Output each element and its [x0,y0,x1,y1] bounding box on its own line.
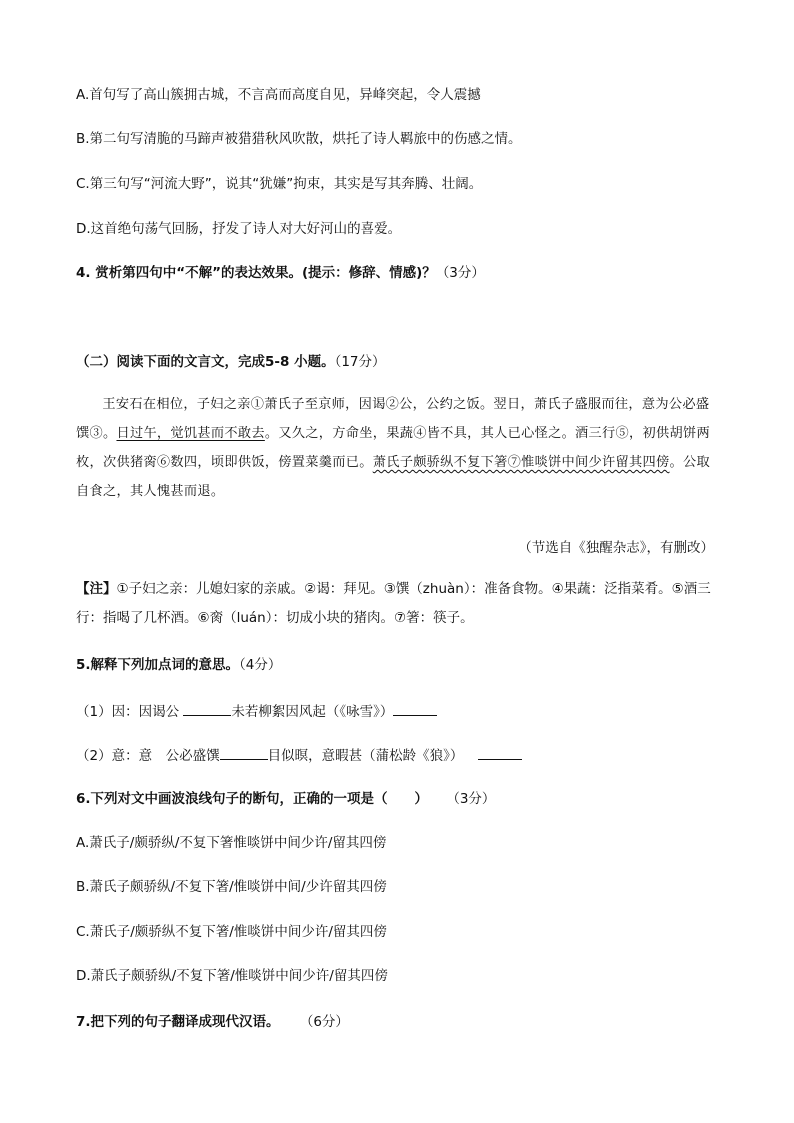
answer-blank[interactable] [183,701,231,716]
option-b-q3: B.第二句写清脆的马蹄声被猎猎秋风吹散，烘托了诗人羁旅中的伤感之情。 [76,131,522,147]
section-2-heading-text: （二）阅读下面的文言文，完成5-8 小题。 [76,354,335,370]
question-7-text: 7.把下列的句子翻译成现代汉语。 [76,1014,280,1030]
q5-item2-second: 目似暝，意暇甚（蒲松龄《狼》） [267,748,464,764]
option-c-q3: C.第三句写“河流大野”，说其“犹嫌”拘束，其实是写其奔腾、壮阔。 [76,176,483,192]
option-c-q6: C.萧氏子/颇骄纵不复下箸/惟啖饼中间少许/留其四傍 [76,924,387,940]
question-4 [76,264,485,282]
annotation-text: ①子妇之亲：儿媳妇家的亲戚。②谒：拜见。③馔（zhuàn）：准备食物。④果蔬：泛指菜肴。⑤酒三行：指喝了几杯酒。⑥脔（luán）：切成小块的猪肉。⑦箸：筷子。 [76,581,711,626]
passage-part-5: 。公取自食之，其人愧甚而退。 [76,455,710,499]
question-5-item-1 [76,701,437,721]
answer-blank[interactable] [393,701,437,716]
q5-item1-first: （1）因：因谒公 [76,704,180,720]
question-6-text: 6.下列对文中画波浪线句子的断句，正确的一项是（ ） [76,791,429,807]
question-5 [76,656,281,674]
q5-item1-second: 未若柳絮因风起（《咏雪》） [231,704,394,720]
passage-wavy-sentence: 萧氏子颇骄纵不复下箸⑦惟啖饼中间少许留其四傍 [372,455,670,470]
q5-item2-first: （2）意：意 公必盛馔 [76,748,220,764]
option-d-q3: D.这首绝句荡气回肠，抒发了诗人对大好河山的喜爱。 [76,221,402,237]
option-d-q6: D.萧氏子颇骄纵/不复下箸/惟啖饼中间少许/留其四傍 [76,968,388,984]
question-7-score: （6分） [299,1014,349,1030]
question-5-item-2 [76,745,522,765]
option-a-q3: A.首句写了高山簇拥古城，不言高而高度自见，异峰突起，令人震撼 [76,87,481,103]
question-6-score: （3分） [446,791,496,807]
question-7 [76,1013,349,1031]
question-4-score: （3分） [435,265,485,281]
answer-blank[interactable] [478,745,522,760]
passage-underlined-sentence: 日过午，觉饥甚而不敢去 [116,426,265,441]
answer-blank[interactable] [220,745,268,760]
annotation-label: 【注】 [76,581,117,597]
passage-part-1: 王安石在相位，子妇之亲①萧氏子至京师，因谒②公，公约之饭。翌日，萧氏子盛服而往，意为公必盛馔③。 [76,397,710,441]
option-a-q6: A.萧氏子/颇骄纵/不复下箸惟啖饼中间少许/留其四傍 [76,835,387,851]
classical-passage [76,390,721,506]
annotation-note [76,575,726,633]
section-2-score: （17分） [334,354,386,370]
section-2-heading [76,353,386,371]
question-6 [76,790,495,808]
passage-source: （节选自《独醒杂志》，有删改） [518,540,714,556]
question-5-score: （4分） [239,657,282,673]
question-4-text: 4. 赏析第四句中“不解”的表达效果。(提示：修辞、情感)？ [76,265,436,281]
question-5-text: 5.解释下列加点词的意思。 [76,657,240,673]
passage-part-3: 。又久之，方命坐，果蔬④皆不具，其人已心怪之。酒三行⑤，初供胡饼两枚，次供猪脔⑥数四，顷即供饭，傍置菜羹而已。 [76,426,710,470]
option-b-q6: B.萧氏子颇骄纵/不复下箸/惟啖饼中间/少许留其四傍 [76,879,387,895]
